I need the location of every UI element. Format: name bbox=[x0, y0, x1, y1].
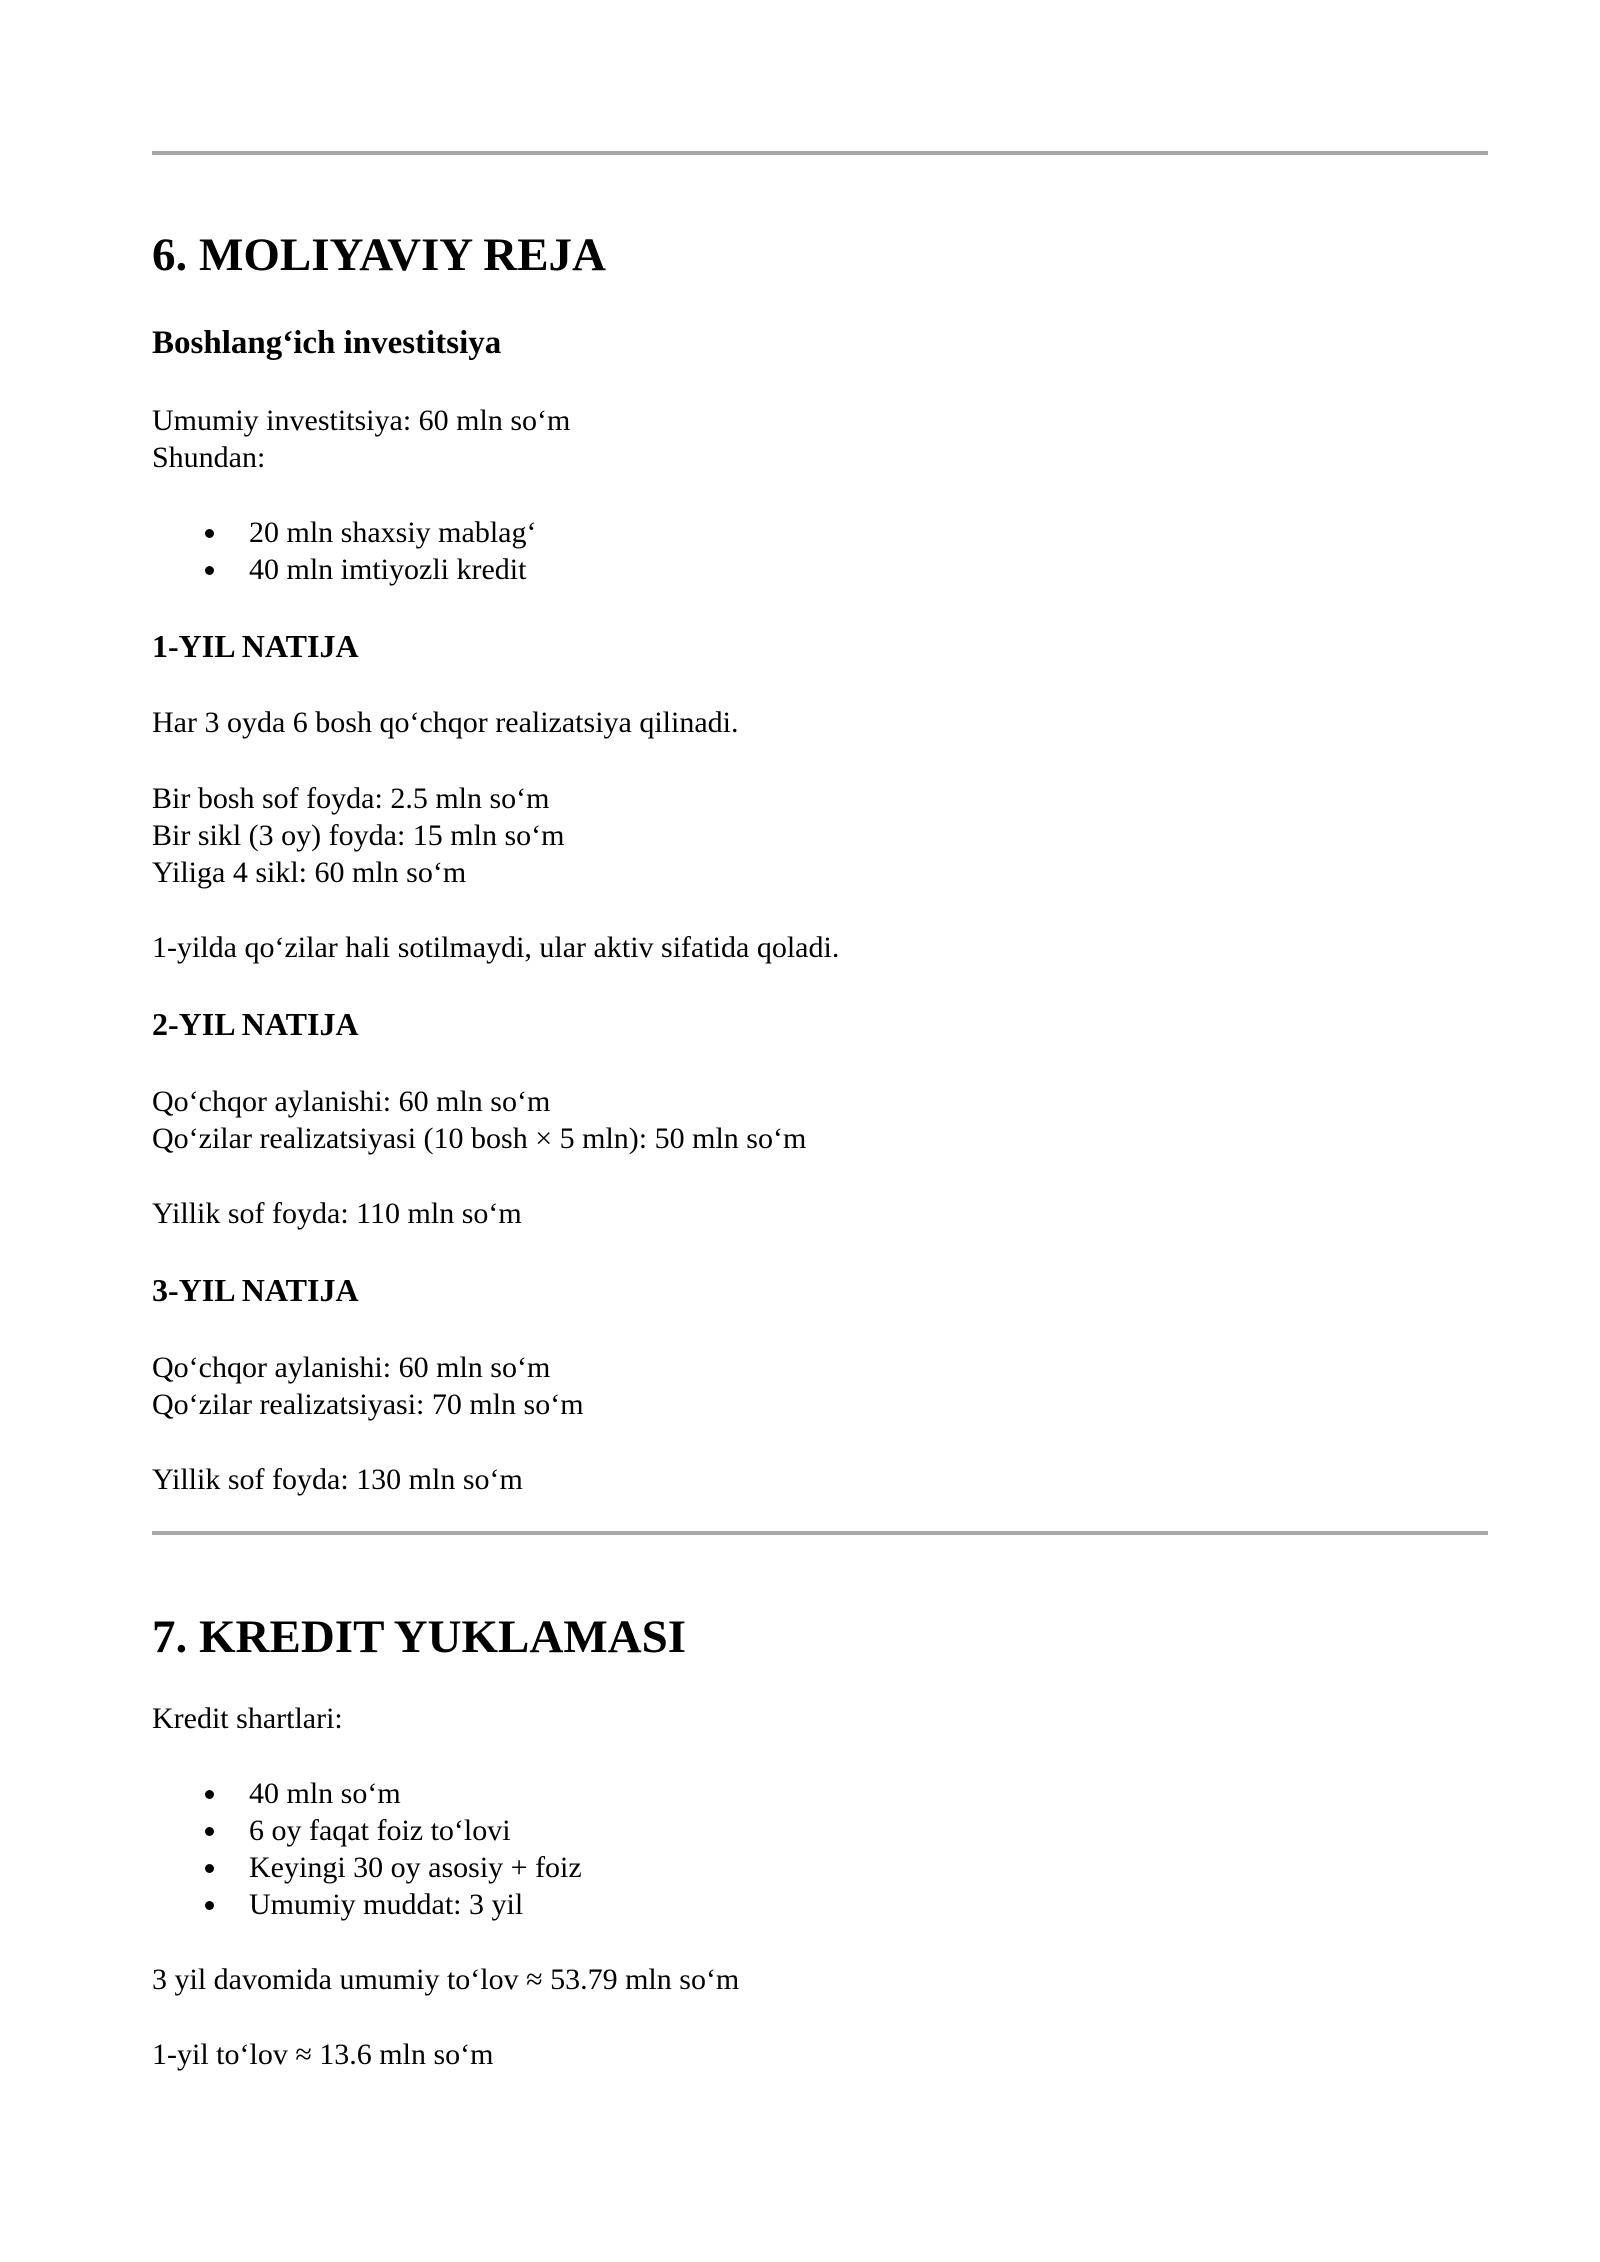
bullet-icon bbox=[205, 529, 214, 538]
list-item: 20 mln shaxsiy mablag‘ bbox=[152, 514, 536, 551]
list-item: Umumiy muddat: 3 yil bbox=[152, 1886, 582, 1923]
year-3-line: Qo‘chqor aylanishi: 60 mln so‘m bbox=[152, 1351, 551, 1384]
document-page bbox=[152, 0, 1488, 2071]
year-1-line: Bir sikl (3 oy) foyda: 15 mln so‘m bbox=[152, 819, 565, 852]
bullet-icon bbox=[205, 1827, 214, 1836]
year-3-heading: 3-YIL NATIJA bbox=[152, 1272, 359, 1308]
horizontal-rule bbox=[152, 1531, 1488, 1535]
list-item: 40 mln so‘m bbox=[152, 1775, 582, 1812]
year-3-total: Yillik sof foyda: 130 mln so‘m bbox=[152, 1463, 523, 1496]
year-1-intro: Har 3 oyda 6 bosh qo‘chqor realizatsiya qilinadi. bbox=[152, 706, 739, 739]
year-1-line: Yiliga 4 sikl: 60 mln so‘m bbox=[152, 856, 467, 889]
of-which-line: Shundan: bbox=[152, 441, 266, 474]
credit-terms-intro: Kredit shartlari: bbox=[152, 1702, 343, 1735]
year-1-note: 1-yilda qo‘zilar hali sotilmaydi, ular aktiv sifatida qoladi. bbox=[152, 931, 840, 964]
year-2-line: Qo‘zilar realizatsiyasi (10 bosh × 5 mln): 50 mln so‘m bbox=[152, 1122, 807, 1155]
year-1-payment-line: 1-yil to‘lov ≈ 13.6 mln so‘m bbox=[152, 2038, 494, 2071]
list-item: 6 oy faqat foiz to‘lovi bbox=[152, 1812, 582, 1849]
total-payment-line: 3 yil davomida umumiy to‘lov ≈ 53.79 mln so‘m bbox=[152, 1963, 740, 1996]
bullet-icon bbox=[205, 1901, 214, 1910]
bullet-icon bbox=[205, 1864, 214, 1873]
list-item: Keyingi 30 oy asosiy + foiz bbox=[152, 1849, 582, 1886]
bullet-icon bbox=[205, 1790, 214, 1799]
year-2-heading: 2-YIL NATIJA bbox=[152, 1006, 359, 1042]
year-2-total: Yillik sof foyda: 110 mln so‘m bbox=[152, 1197, 522, 1230]
year-1-heading: 1-YIL NATIJA bbox=[152, 628, 359, 664]
section-7-title: 7. KREDIT YUKLAMASI bbox=[152, 1611, 687, 1663]
section-6-title: 6. MOLIYAVIY REJA bbox=[152, 229, 606, 281]
initial-investment-heading: Boshlang‘ich investitsiya bbox=[152, 325, 502, 361]
credit-terms-list bbox=[152, 1775, 582, 1923]
horizontal-rule bbox=[152, 151, 1488, 155]
year-1-line: Bir bosh sof foyda: 2.5 mln so‘m bbox=[152, 782, 550, 815]
bullet-icon bbox=[205, 566, 214, 575]
list-item: 40 mln imtiyozli kredit bbox=[152, 551, 536, 588]
year-2-line: Qo‘chqor aylanishi: 60 mln so‘m bbox=[152, 1085, 551, 1118]
investment-sources-list bbox=[152, 514, 536, 588]
year-3-line: Qo‘zilar realizatsiyasi: 70 mln so‘m bbox=[152, 1388, 584, 1421]
total-investment-line: Umumiy investitsiya: 60 mln so‘m bbox=[152, 404, 571, 437]
